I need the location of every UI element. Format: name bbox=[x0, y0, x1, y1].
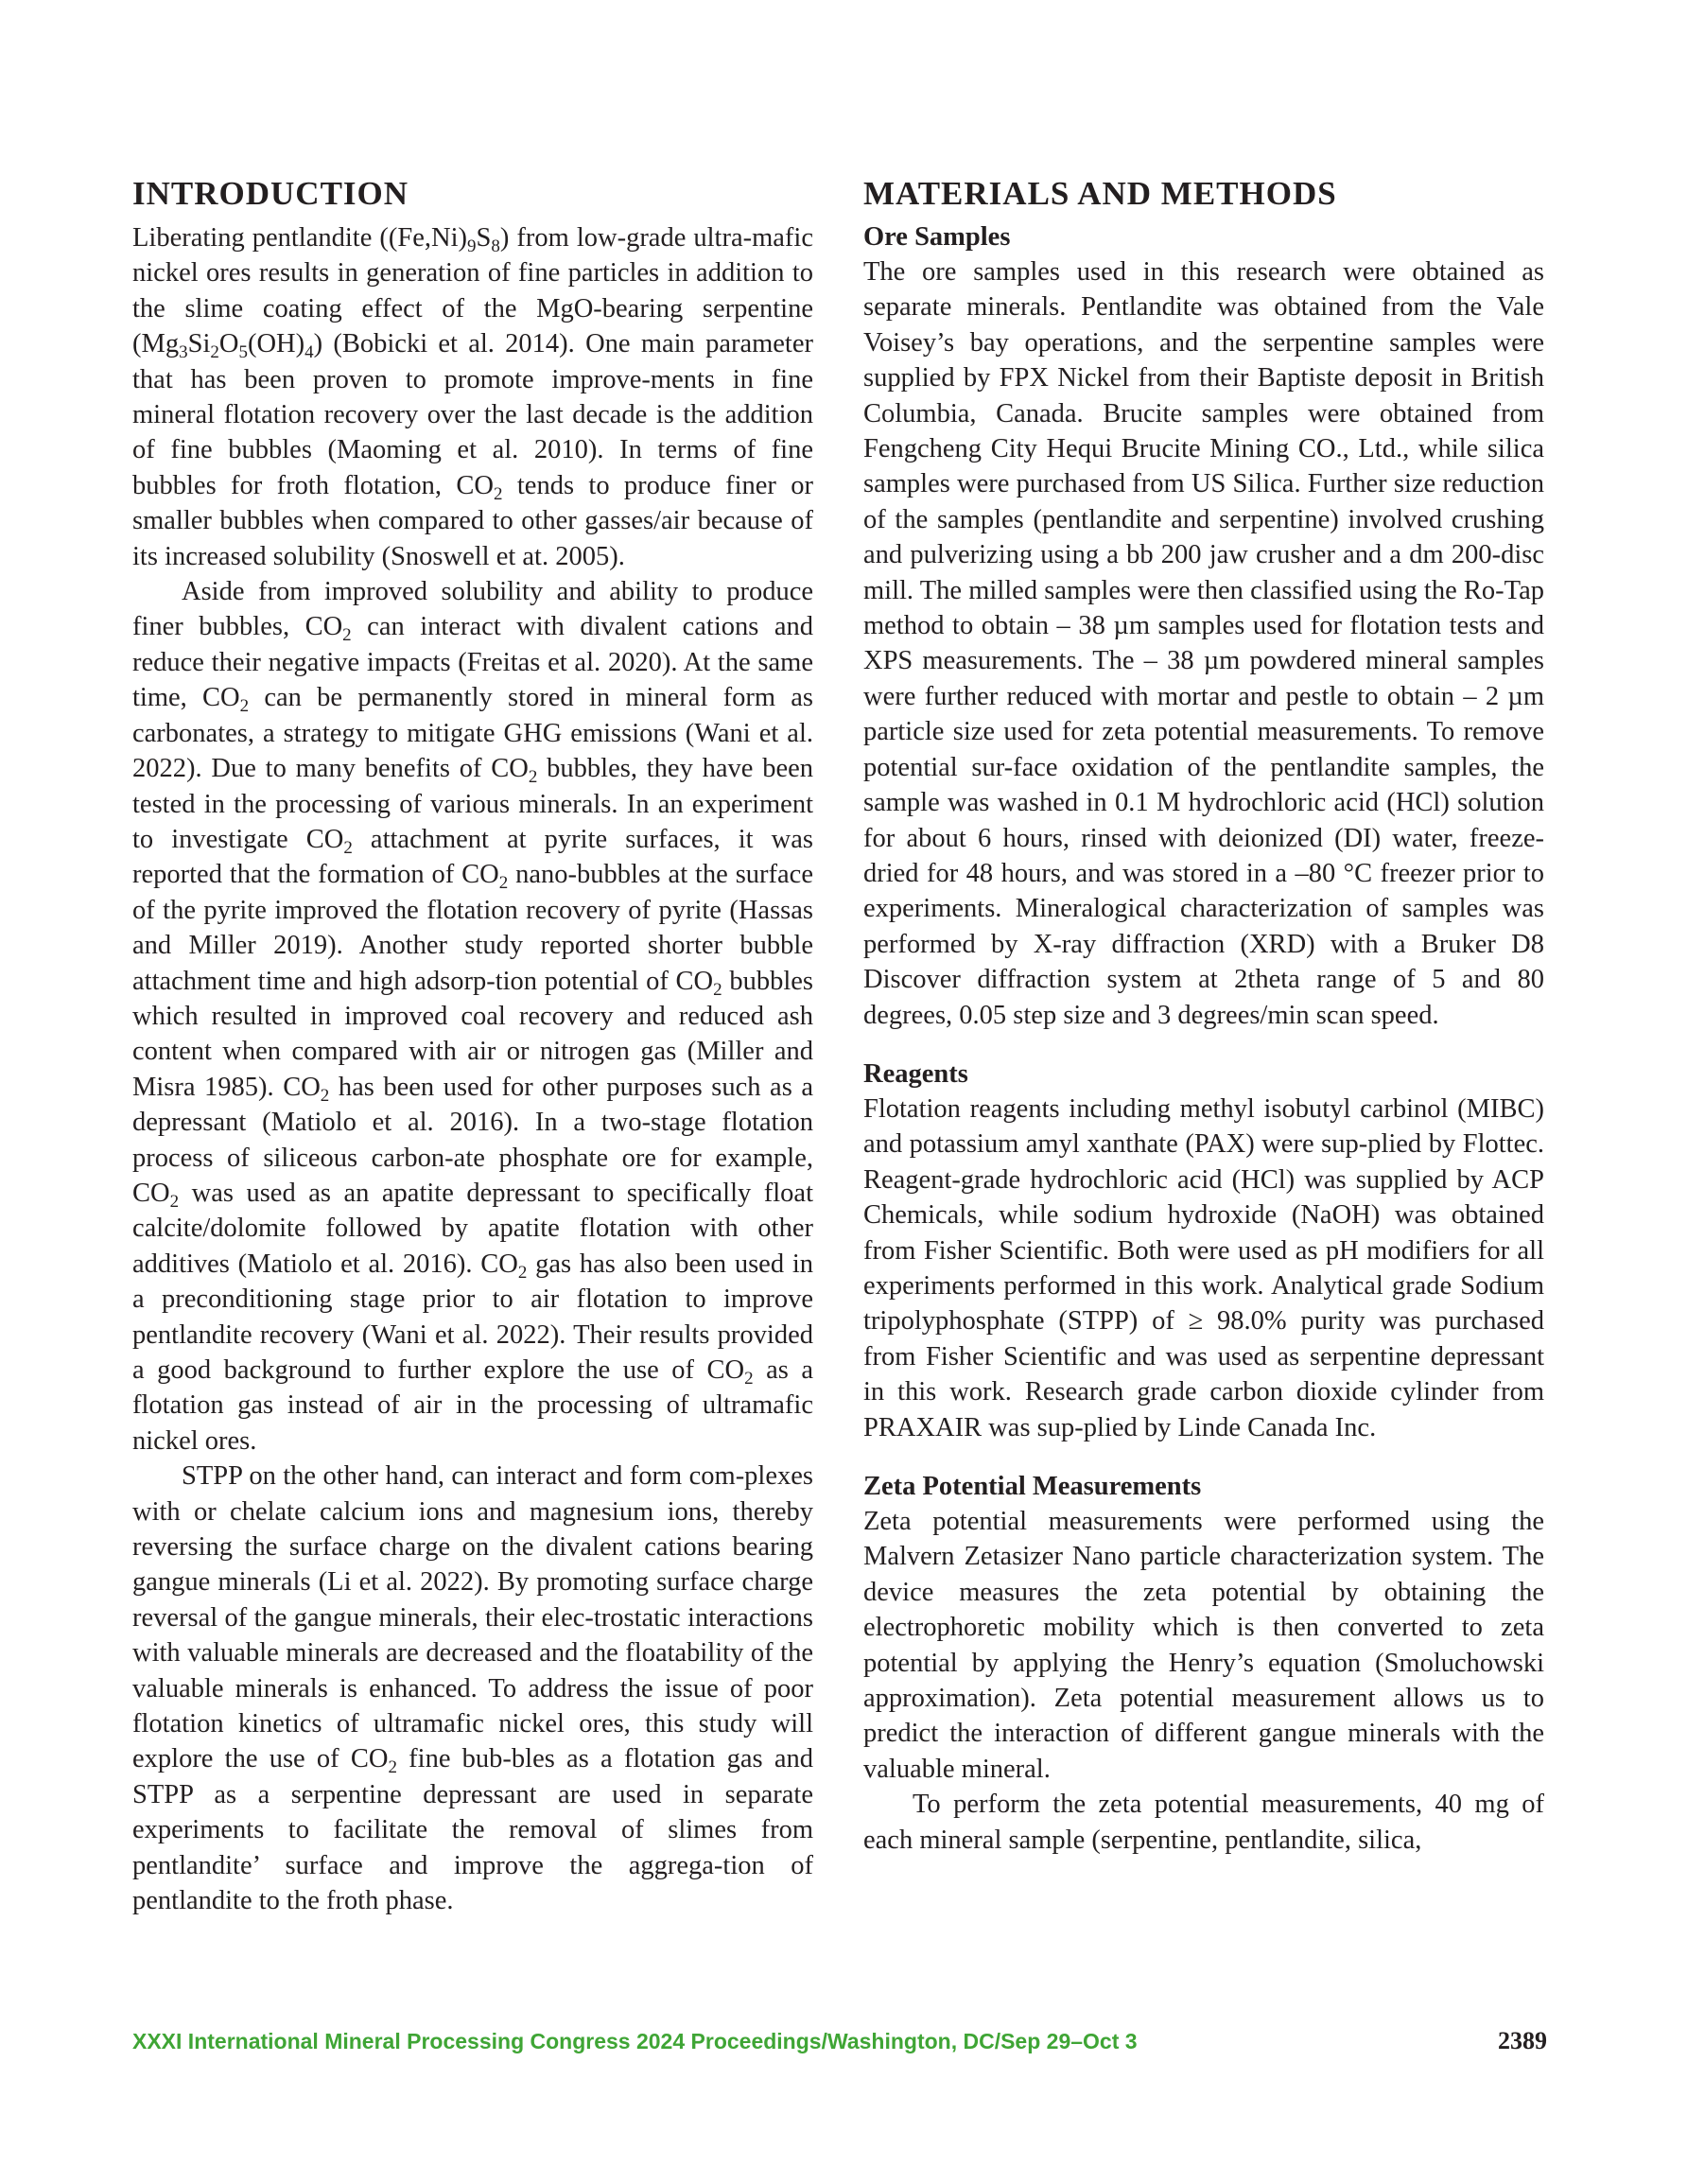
intro-paragraph-2: Aside from improved solubility and ability to produce finer bubbles, $CO_2$ can interact with divalent cations and reduce their negative impacts (Freitas et al. 2020). At the same time, $CO_2$ can be permanently stored in mineral form as carbonates, a strategy to mitigate GHG emissions (Wani et al. 2022). Due to many benefits of $CO_2$ bubbles, they have been tested in the processing of various minerals. In an experiment to investigate $CO_2$ attachment at pyrite surfaces, it was reported that the formation of $CO_2$ nano-bubbles at the surface of the pyrite improved the flotation recovery of pyrite (Hassas and Miller 2019). Another study reported shorter bubble attachment time and high adsorp-tion potential of $CO_2$ bubbles which resulted in improved coal recovery and reduced ash content when compared with air or nitrogen gas (Miller and Misra 1985). $CO_2$ has been used for other purposes such as a depressant (Matiolo et al. 2016). In a two-stage flotation process of siliceous carbon-ate phosphate ore for example, $CO_2$ was used as an apatite depressant to specifically float calcite/dolomite followed by apatite flotation with other additives (Matiolo et al. 2016). $CO_2$ gas has also been used in a preconditioning stage prior to air flotation to improve pentlandite recovery (Wani et al. 2022). Their results provided a good background to further explore the use of $CO_2$ as a flotation gas instead of air in the processing of ultramafic nickel ores. bbox=[132, 577, 814, 1456]
zeta-paragraph-1: Zeta potential measurements were performed using the Malvern Zetasizer Nano particle characterization system. The device measures the zeta potential by obtaining the electrophoretic mobility which is then converted to zeta potential by applying the Henry’s equation (Smoluchowski approximation). Zeta potential measurement allows us to predict the interaction of different gangue minerals with the valuable mineral. bbox=[863, 1507, 1544, 1784]
materials-methods-heading: MATERIALS AND METHODS bbox=[863, 175, 1337, 212]
intro-paragraph-1: Liberating pentlandite $((Fe,Ni)_9S_8)$ from low-grade ultra-mafic nickel ores results in generation of fine particles in addition to the slime coating effect of the MgO-bearing serpentine $(Mg_3Si_2O_5(OH)_4)$ (Bobicki et al. 2014). One main parameter that has been proven to promote improve-ments in fine mineral flotation recovery over the last decade is the addition of fine bubbles (Maoming et al. 2010). In terms of fine bubbles for froth flotation, $CO_2$ tends to produce finer or smaller bubbles when compared to other gasses/air because of its increased solubility (Snoswell et at. 2005). bbox=[132, 223, 813, 571]
right-column bbox=[863, 175, 1544, 1858]
intro-paragraph-3: STPP on the other hand, can interact and form com-plexes with or chelate calcium ions and magnesium ions, thereby reversing the surface charge on the divalent cations bearing gangue minerals (Li et al. 2022). By promoting surface charge reversal of the gangue minerals, their elec-trostatic interactions with valuable minerals are decreased and the floatability of the valuable minerals is enhanced. To address the issue of poor flotation kinetics of ultramafic nickel ores, this study will explore the use of $CO_2$ fine bub-bles as a flotation gas and STPP as a serpentine depressant are used in separate experiments to facilitate the removal of slimes from pentlandite’ surface and improve the aggrega-tion of pentlandite to the froth phase. bbox=[132, 1461, 813, 1916]
page-footer bbox=[132, 2024, 1547, 2058]
zeta-paragraph-2: To perform the zeta potential measurements, 40 mg of each mineral sample (serpentine, pentlandite, silica, bbox=[863, 1790, 1544, 1855]
ore-samples-heading: Ore Samples bbox=[863, 222, 1011, 252]
left-column bbox=[132, 175, 813, 1919]
reagents-heading: Reagents bbox=[863, 1058, 968, 1089]
reagents-paragraph: Flotation reagents including methyl isobutyl carbinol (MIBC) and potassium amyl xanthate (PAX) were sup-plied by Flottec. Reagent-grade hydrochloric acid (HCl) was supplied by ACP Chemicals, while sodium hydroxide (NaOH) was obtained from Fisher Scientific. Both were used as pH modifiers for all experiments performed in this work. Analytical grade Sodium tripolyphosphate (STPP) of ≥ 98.0% purity was purchased from Fisher Scientific and was used as serpentine depressant in this work. Research grade carbon dioxide cylinder from PRAXAIR was sup-plied by Linde Canada Inc. bbox=[863, 1093, 1544, 1442]
zeta-potential-heading: Zeta Potential Measurements bbox=[863, 1472, 1202, 1501]
conference-footer-text: XXXI International Mineral Processing Congress 2024 Proceedings/Washington, DC/Sep 29–Oct 3 bbox=[132, 2029, 1138, 2053]
introduction-heading: INTRODUCTION bbox=[132, 175, 409, 212]
page-number: 2389 bbox=[1498, 2027, 1547, 2054]
ore-samples-paragraph: The ore samples used in this research were obtained as separate minerals. Pentlandite was obtained from the Vale Voisey’s bay operations, and the serpentine samples were supplied by FPX Nickel from their Baptiste deposit in British Columbia, Canada. Brucite samples were obtained from Fengcheng City Hequi Brucite Mining CO., Ltd., while silica samples were purchased from US Silica. Further size reduction of the samples (pentlandite and serpentine) involved crushing and pulverizing using a bb 200 jaw crusher and a dm 200-disc mill. The milled samples were then classified using the Ro-Tap method to obtain – 38 µm samples used for flotation tests and XPS measurements. The – 38 µm powdered mineral samples were further reduced with mortar and pestle to obtain – 2 µm particle size used for zeta potential measurements. To remove potential sur-face oxidation of the pentlandite samples, the sample was washed in 0.1 M hydrochloric acid (HCl) solution for about 6 hours, rinsed with deionized (DI) water, freeze-dried for 48 hours, and was stored in a –80 °C freezer prior to experiments. Mineralogical characterization of samples was performed by X-ray diffraction (XRD) with a Bruker D8 Discover diffraction system at 2theta range of 5 and 80 degrees, 0.05 step size and 3 degrees/min scan speed. bbox=[863, 257, 1544, 1030]
